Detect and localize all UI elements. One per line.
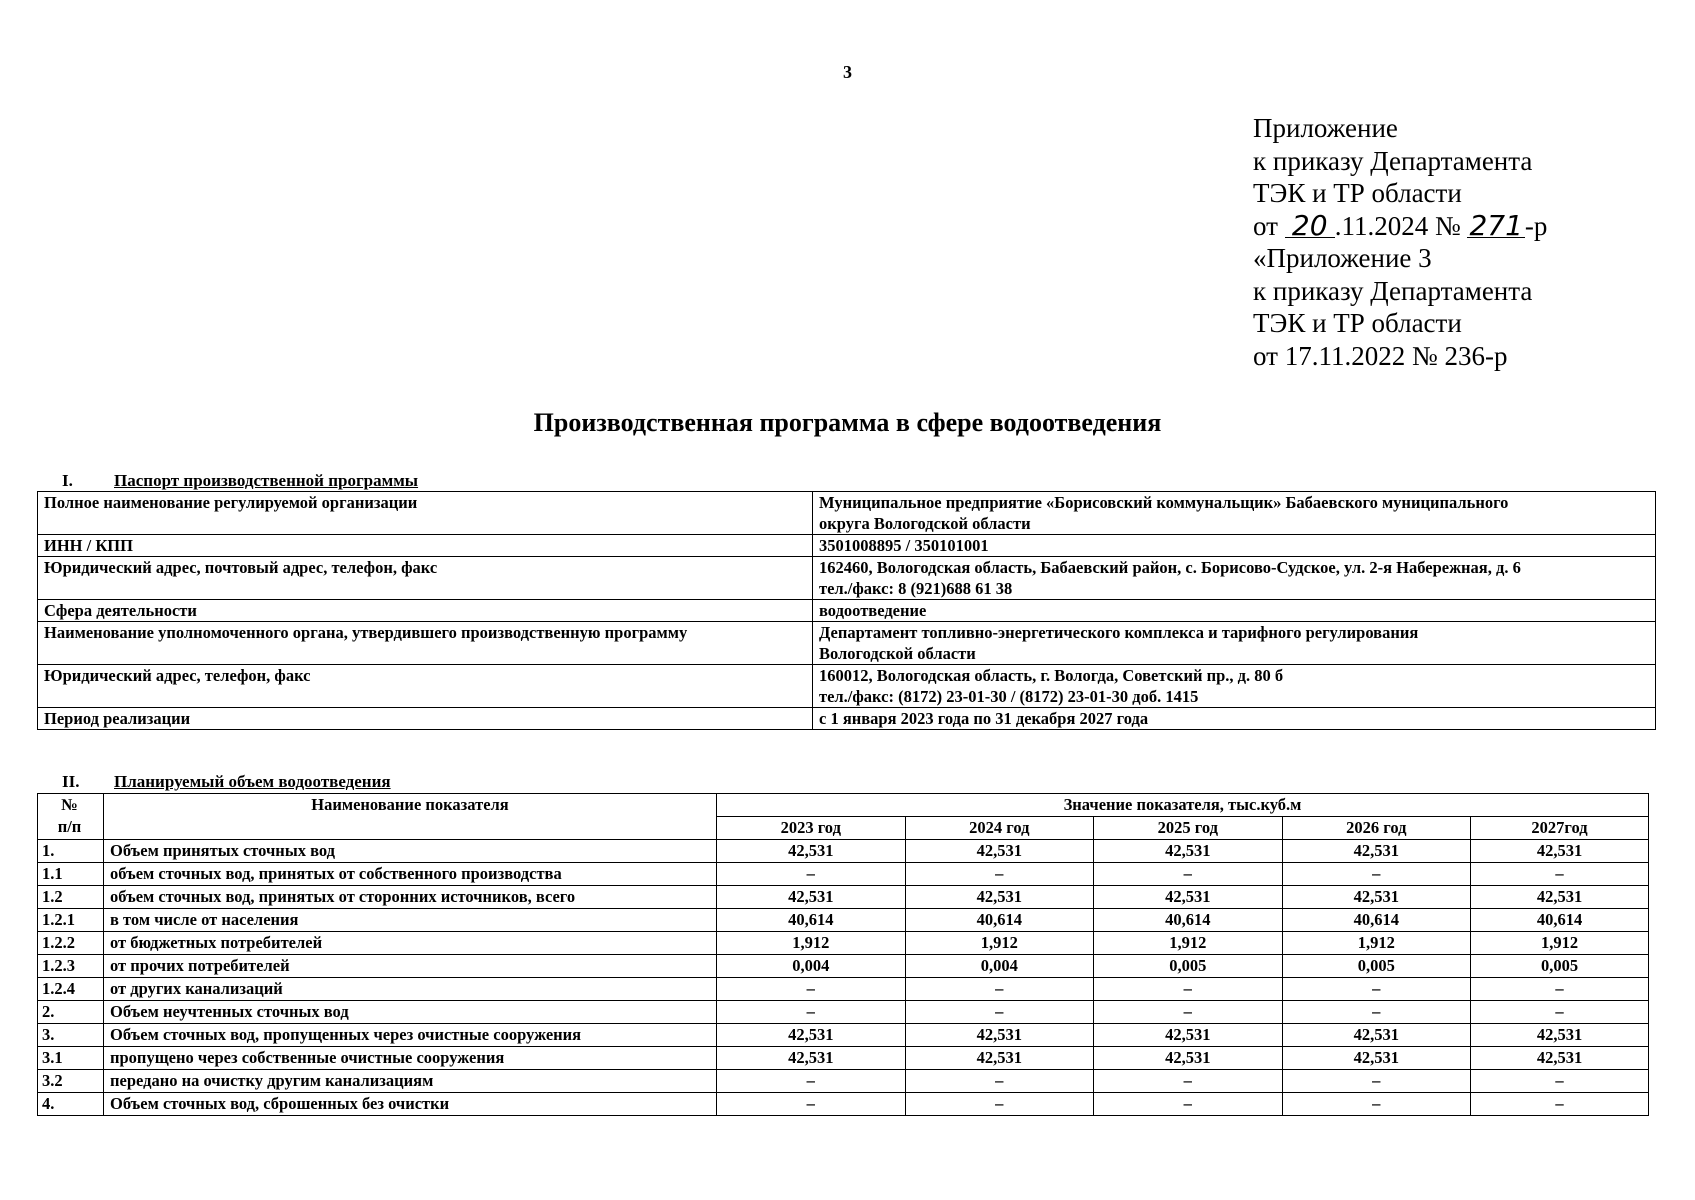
volume-table — [37, 793, 1649, 1116]
indicator-value: – — [1094, 863, 1283, 886]
row-number: 1.2.1 — [38, 909, 104, 932]
passport-value-line: округа Вологодской области — [819, 514, 1031, 533]
appendix-line: «Приложение 3 — [1253, 243, 1432, 273]
indicator-name: Объем неучтенных сточных вод — [104, 1001, 717, 1024]
indicator-value: 1,912 — [905, 932, 1094, 955]
indicator-value: – — [1471, 1001, 1649, 1024]
passport-label: ИНН / КПП — [38, 535, 813, 557]
indicator-value: 0,004 — [717, 955, 906, 978]
indicator-value: – — [905, 978, 1094, 1001]
handwritten-order-number: 271 — [1469, 208, 1523, 242]
appendix-line: ТЭК и ТР области — [1253, 308, 1462, 338]
table-row — [38, 1024, 1649, 1047]
header-num: № п/п — [38, 794, 104, 840]
passport-value-line: 160012, Вологодская область, г. Вологда, Советский пр., д. 80 б — [819, 666, 1284, 685]
row-number: 1. — [38, 840, 104, 863]
indicator-name: от прочих потребителей — [104, 955, 717, 978]
indicator-value: 0,004 — [905, 955, 1094, 978]
header-year: 2023 год — [717, 817, 906, 840]
passport-label: Юридический адрес, почтовый адрес, телефон, факс — [38, 557, 813, 600]
indicator-value: – — [905, 863, 1094, 886]
section-heading-passport — [62, 471, 418, 491]
table-row — [38, 886, 1649, 909]
indicator-value: 0,005 — [1282, 955, 1471, 978]
indicator-value: 40,614 — [717, 909, 906, 932]
indicator-value: – — [1471, 863, 1649, 886]
indicator-name: передано на очистку другим канализациям — [104, 1070, 717, 1093]
indicator-value: – — [1282, 978, 1471, 1001]
indicator-value: 0,005 — [1471, 955, 1649, 978]
appendix-line: к приказу Департамента — [1253, 145, 1533, 176]
section-number: II. — [62, 772, 80, 791]
table-row — [38, 535, 1656, 557]
indicator-value: 40,614 — [1471, 909, 1649, 932]
indicator-value: 40,614 — [905, 909, 1094, 932]
indicator-value: – — [905, 1093, 1094, 1116]
indicator-value: 42,531 — [1471, 1024, 1649, 1047]
indicator-value: 1,912 — [1094, 932, 1283, 955]
table-row — [38, 492, 1656, 535]
indicator-name: Объем сточных вод, сброшенных без очистки — [104, 1093, 717, 1116]
appendix-block — [1253, 112, 1547, 372]
indicator-value: 42,531 — [717, 1047, 906, 1070]
indicator-value: 1,912 — [1282, 932, 1471, 955]
passport-label: Полное наименование регулируемой организации — [38, 492, 813, 535]
indicator-name: от других канализаций — [104, 978, 717, 1001]
indicator-value: – — [1094, 978, 1283, 1001]
row-number: 1.2.4 — [38, 978, 104, 1001]
indicator-value: 42,531 — [1094, 1047, 1283, 1070]
indicator-name: в том числе от населения — [104, 909, 717, 932]
indicator-value: 42,531 — [1471, 1047, 1649, 1070]
indicator-value: – — [1471, 978, 1649, 1001]
header-year: 2027год — [1471, 817, 1649, 840]
indicator-value: 1,912 — [1471, 932, 1649, 955]
appendix-line: ТЭК и ТР области — [1253, 178, 1462, 208]
table-row — [38, 932, 1649, 955]
table-row — [38, 955, 1649, 978]
row-number: 3. — [38, 1024, 104, 1047]
date-prefix: от — [1253, 210, 1285, 241]
indicator-value: – — [905, 1070, 1094, 1093]
passport-value-line: 162460, Вологодская область, Бабаевский район, с. Борисово-Судское, ул. 2-я Набережная, д. 6 — [819, 558, 1521, 577]
header-name: Наименование показателя — [104, 794, 717, 840]
indicator-value: 1,912 — [717, 932, 906, 955]
order-suffix: -р — [1524, 210, 1548, 241]
passport-table — [37, 491, 1656, 730]
table-row — [38, 708, 1656, 730]
indicator-value: – — [1471, 1070, 1649, 1093]
indicator-value: 42,531 — [1282, 886, 1471, 909]
passport-value-line: Департамент топливно-энергетического комплекса и тарифного регулирования — [819, 623, 1419, 642]
section-heading-volume — [62, 772, 391, 792]
table-row — [38, 1070, 1649, 1093]
indicator-value: – — [717, 1093, 906, 1116]
appendix-line: к приказу Департамента — [1253, 275, 1533, 306]
indicator-name: Объем принятых сточных вод — [104, 840, 717, 863]
page-number: 3 — [843, 62, 852, 82]
table-row — [38, 600, 1656, 622]
indicator-value: 42,531 — [1282, 1047, 1471, 1070]
date-rest: .11.2024 № — [1334, 210, 1468, 241]
row-number: 1.2.2 — [38, 932, 104, 955]
table-row — [38, 1093, 1649, 1116]
indicator-value: – — [717, 863, 906, 886]
indicator-value: 40,614 — [1094, 909, 1283, 932]
passport-label: Период реализации — [38, 708, 813, 730]
passport-value-line: Муниципальное предприятие «Борисовский коммунальщик» Бабаевского муниципального — [819, 493, 1509, 512]
indicator-value: – — [1282, 1070, 1471, 1093]
table-row — [38, 1001, 1649, 1024]
passport-value — [813, 600, 1656, 622]
table-row — [38, 863, 1649, 886]
passport-label: Юридический адрес, телефон, факс — [38, 665, 813, 708]
row-number: 4. — [38, 1093, 104, 1116]
passport-value — [813, 708, 1656, 730]
passport-label: Сфера деятельности — [38, 600, 813, 622]
row-number: 3.2 — [38, 1070, 104, 1093]
passport-label: Наименование уполномоченного органа, утвердившего производственную программу — [38, 622, 813, 665]
indicator-value: 42,531 — [905, 840, 1094, 863]
document-title: Производственная программа в сфере водоотведения — [533, 408, 1162, 437]
row-number: 1.2 — [38, 886, 104, 909]
table-row — [38, 622, 1656, 665]
indicator-value: – — [1094, 1001, 1283, 1024]
table-header-row — [38, 794, 1649, 817]
table-row — [38, 557, 1656, 600]
passport-value-line: 3501008895 / 350101001 — [819, 536, 989, 555]
passport-value-line: тел./факс: 8 (921)688 61 38 — [819, 579, 1013, 598]
indicator-value: – — [1282, 1001, 1471, 1024]
passport-value — [813, 535, 1656, 557]
passport-value — [813, 622, 1656, 665]
passport-value — [813, 557, 1656, 600]
appendix-line: Приложение — [1253, 113, 1398, 143]
indicator-value: 42,531 — [1282, 840, 1471, 863]
header-values: Значение показателя, тыс.куб.м — [717, 794, 1649, 817]
indicator-value: – — [717, 1001, 906, 1024]
indicator-name: объем сточных вод, принятых от собственного производства — [104, 863, 717, 886]
appendix-order-date-line — [1253, 210, 1547, 243]
indicator-value: 42,531 — [1094, 1024, 1283, 1047]
indicator-value: 42,531 — [717, 886, 906, 909]
indicator-value: 42,531 — [1094, 840, 1283, 863]
indicator-value: – — [717, 1070, 906, 1093]
appendix-line: от 17.11.2022 № 236-р — [1253, 340, 1508, 371]
section-number: I. — [62, 471, 73, 490]
indicator-value: – — [905, 1001, 1094, 1024]
passport-value-line: водоотведение — [819, 601, 927, 620]
indicator-value: 40,614 — [1282, 909, 1471, 932]
indicator-value: – — [1282, 1093, 1471, 1116]
indicator-value: 42,531 — [905, 1024, 1094, 1047]
indicator-value: – — [717, 978, 906, 1001]
indicator-name: от бюджетных потребителей — [104, 932, 717, 955]
passport-value-line: с 1 января 2023 года по 31 декабря 2027 года — [819, 709, 1149, 728]
indicator-value: 0,005 — [1094, 955, 1283, 978]
table-row — [38, 1047, 1649, 1070]
indicator-value: 42,531 — [905, 886, 1094, 909]
row-number: 3.1 — [38, 1047, 104, 1070]
passport-value-line: Вологодской области — [819, 644, 976, 663]
indicator-value: – — [1282, 863, 1471, 886]
indicator-value: 42,531 — [717, 1024, 906, 1047]
row-number: 2. — [38, 1001, 104, 1024]
section-title: Паспорт производственной программы — [114, 471, 419, 490]
table-row — [38, 909, 1649, 932]
header-year: 2025 год — [1094, 817, 1283, 840]
header-year: 2026 год — [1282, 817, 1471, 840]
passport-value-line: тел./факс: (8172) 23-01-30 / (8172) 23-01-30 доб. 1415 — [819, 687, 1199, 706]
row-number: 1.1 — [38, 863, 104, 886]
passport-value — [813, 665, 1656, 708]
indicator-name: объем сточных вод, принятых от сторонних источников, всего — [104, 886, 717, 909]
table-row — [38, 840, 1649, 863]
table-row — [38, 665, 1656, 708]
header-year: 2024 год — [905, 817, 1094, 840]
indicator-value: 42,531 — [717, 840, 906, 863]
passport-value — [813, 492, 1656, 535]
table-row — [38, 978, 1649, 1001]
indicator-value: 42,531 — [1471, 840, 1649, 863]
indicator-value: 42,531 — [1094, 886, 1283, 909]
indicator-name: Объем сточных вод, пропущенных через очистные сооружения — [104, 1024, 717, 1047]
indicator-value: 42,531 — [1282, 1024, 1471, 1047]
indicator-value: – — [1094, 1070, 1283, 1093]
section-title: Планируемый объем водоотведения — [114, 772, 391, 791]
indicator-value: 42,531 — [1471, 886, 1649, 909]
handwritten-day: 20 — [1285, 215, 1335, 238]
row-number: 1.2.3 — [38, 955, 104, 978]
indicator-value: 42,531 — [905, 1047, 1094, 1070]
indicator-name: пропущено через собственные очистные сооружения — [104, 1047, 717, 1070]
indicator-value: – — [1094, 1093, 1283, 1116]
indicator-value: – — [1471, 1093, 1649, 1116]
